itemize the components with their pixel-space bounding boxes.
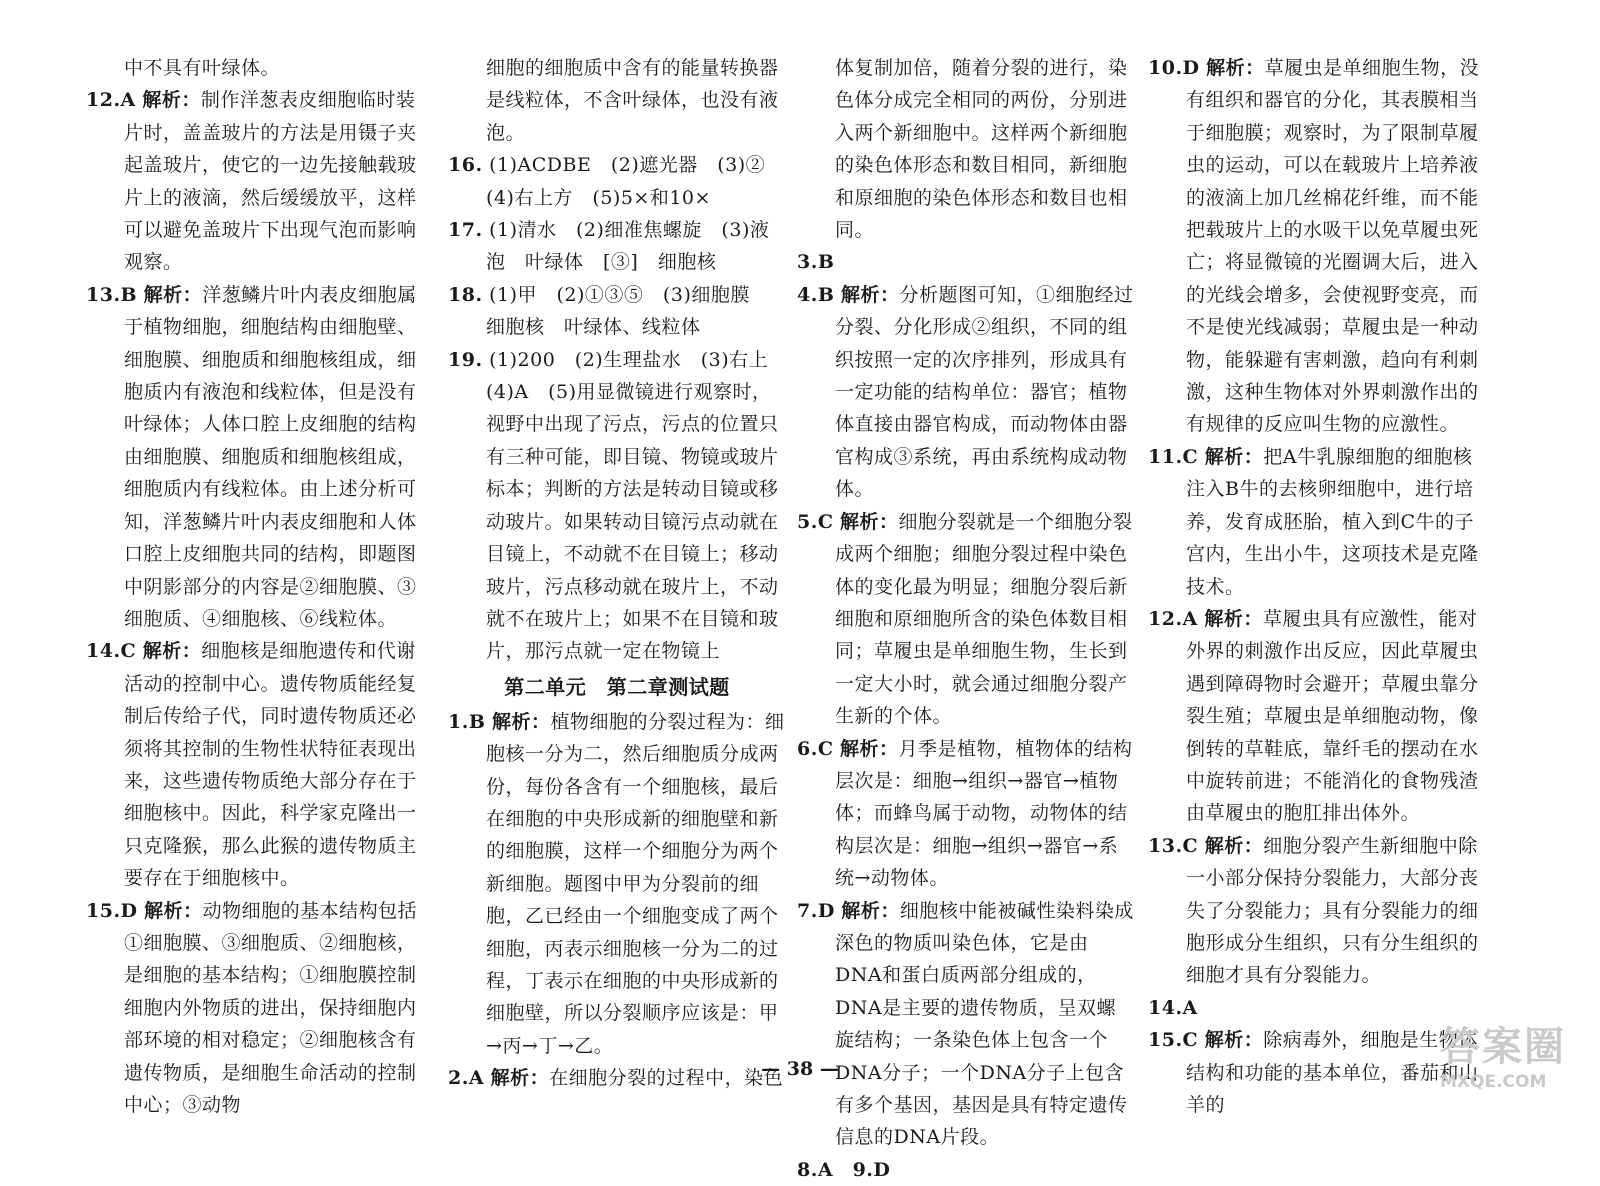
answer-paragraph xyxy=(448,182,786,214)
question-number: 2.A xyxy=(448,1067,485,1090)
answer-text: (1)ACDBE (2)遮光器 (3)② xyxy=(489,154,766,177)
answer-text: 植物细胞的分裂过程为：细胞核一分为二，然后细胞质分成两份，每份各含有一个细胞核，最后在细胞的中央形成新的细胞壁和新的细胞膜，这样一个细胞分为两个新细胞。题图中甲为分裂前的细胞，乙已经由一个细胞变成了两个细胞，丙表示细胞核一分为二的过程，丁表示在细胞的中央形成新的细胞壁，所以分裂顺序应该是：甲→丙→丁→乙。 xyxy=(486,710,785,1057)
answer-paragraph xyxy=(86,84,424,278)
answer-text: 把A牛乳腺细胞的细胞核注入B牛的去核卵细胞中，进行培养，发育成胚胎，植入到C牛的子宫内，生出小牛，这项技术是克隆技术。 xyxy=(1186,445,1479,598)
answer-text: (1)200 (2)生理盐水 (3)右上 xyxy=(489,348,769,371)
question-number: 15.D xyxy=(86,899,138,922)
question-number: 12.A xyxy=(1148,607,1198,630)
analysis-label: 解析： xyxy=(1204,834,1264,857)
answer-text: 在细胞分裂的过程中，染色 xyxy=(549,1067,784,1090)
answer-paragraph xyxy=(86,635,424,894)
answer-paragraph xyxy=(797,52,1135,246)
answer-paragraph xyxy=(1148,830,1486,992)
question-number: 13.C xyxy=(1148,834,1199,857)
answer-text: 中不具有叶绿体。 xyxy=(124,57,281,79)
answer-text: 细胞核 叶绿体、线粒体 xyxy=(486,316,701,339)
answer-paragraph xyxy=(448,279,786,311)
watermark-logo xyxy=(1440,1015,1590,1095)
answer-text: 细胞核是细胞遗传和代谢活动的控制中心。遗传物质能经复制后传给子代，同时遗传物质还必须将其控制的生物性状特征表现出来，这些遗传物质绝大部分存在于细胞核中。因此，科学家克隆出一只克隆猴，那么此猴的遗传物质主要存在于细胞核中。 xyxy=(124,640,417,890)
answer-text: 草履虫是单细胞生物，没有组织和器官的分化，其表膜相当于细胞膜；观察时，为了限制草履虫的运动，可以在载玻片上培养液的液滴上加几丝棉花纤维，而不能把载玻片上的水吸干以免草履虫死亡；将显微镜的光圈调大后，进入的光线会增多，会使视野变亮，而不是使光线减弱；草履虫是一种动物，能躲避有害刺激，趋向有利刺激，这种生物体对外界刺激作出的有规律的反应叫生物的应激性。 xyxy=(1186,57,1480,436)
answer-paragraph xyxy=(86,895,424,1122)
answer-text: (4)右上方 (5)5×和10× xyxy=(486,186,711,209)
answer-text: 除病毒外，细胞是生物体结构和功能的基本单位，番茄和山羊的 xyxy=(1186,1029,1479,1116)
column-3 xyxy=(797,52,1135,1186)
analysis-label: 解析： xyxy=(1206,57,1265,79)
watermark-logo-glyphs: 答案圈 xyxy=(1440,1024,1566,1070)
answer-text: (4)A (5)用显微镜进行观察时，视野中出现了污点，污点的位置只有三种可能，即目镜、物镜或玻片标本；判断的方法是转动目镜或移动玻片。如果转动目镜污点动就在目镜上，不动就不在目镜上；移动玻片，污点移动就在玻片上，不动就不在玻片上；如果不在目镜和玻片，那污点就一定在物镜上 xyxy=(486,381,779,663)
analysis-label: 解析： xyxy=(490,1067,550,1090)
question-number: 18. xyxy=(448,283,483,306)
analysis-label: 解析： xyxy=(1204,607,1263,630)
question-number: 8.A 9.D xyxy=(797,1158,891,1181)
answer-paragraph xyxy=(448,149,786,181)
answer-text: 洋葱鳞片叶内表皮细胞属于植物细胞，细胞结构由细胞壁、细胞膜、细胞质和细胞核组成，细胞质内有液泡和线粒体，但是没有叶绿体；人体口腔上皮细胞的结构由细胞膜、细胞质和细胞核组成，细胞质内有线粒体。由上述分析可知，洋葱鳞片叶内表皮细胞和人体口腔上皮细胞共同的结构，即题图中阴影部分的内容是②细胞膜、③细胞质、④细胞核、⑥线粒体。 xyxy=(124,283,417,630)
question-number: 3.B xyxy=(797,251,835,274)
column-1 xyxy=(86,52,424,1121)
analysis-label: 解析： xyxy=(1204,1029,1264,1052)
column-4 xyxy=(1148,52,1486,1121)
answer-text: 细胞分裂就是一个细胞分裂成两个细胞；细胞分裂过程中染色体的变化最为明显；细胞分裂后新细胞和原细胞所含的染色体数目相同；草履虫是单细胞生物，生长到一定大小时，就会通过细胞分裂产生新的个体。 xyxy=(835,510,1133,728)
answer-text: 月季是植物，植物体的结构层次是：细胞→组织→器官→植物体；而蜂鸟属于动物，动物体的结构层次是：细胞→组织→器官→系统→动物体。 xyxy=(835,737,1133,890)
answer-text: 细胞分裂产生新细胞中除一小部分保持分裂能力，大部分丧失了分裂能力；具有分裂能力的细胞形成分生组织，只有分生组织的细胞才具有分裂能力。 xyxy=(1186,834,1479,987)
answer-paragraph xyxy=(1148,603,1486,830)
analysis-label: 解析： xyxy=(142,640,202,663)
analysis-label: 解析： xyxy=(840,283,900,306)
answer-text: 细胞核中能被碱性染料染成深色的物质叫染色体，它是由DNA和蛋白质两部分组成的，DNA是主要的遗传物质，呈双螺旋结构；一条染色体上包含一个DNA分子；一个DNA分子上包含有多个基因，基因是具有特定遗传信息的DNA片段。 xyxy=(835,899,1134,1149)
answer-text: 分析题图可知，①细胞经过分裂、分化形成②组织，不同的组织按照一定的次序排列，形成具有一定功能的结构单位：器官；植物体直接由器官构成，而动物体由器官构成③系统，再由系统构成动物体。 xyxy=(835,283,1134,501)
analysis-label: 解析： xyxy=(840,737,899,760)
analysis-label: 解析： xyxy=(840,510,899,533)
question-number: 19. xyxy=(448,348,483,371)
watermark-url: MXQE.COM xyxy=(1440,1072,1547,1092)
analysis-label: 解析： xyxy=(142,89,201,112)
question-number: 12.A xyxy=(86,89,136,112)
answer-paragraph xyxy=(448,52,786,149)
answer-text: 动物细胞的基本结构包括①细胞膜、③细胞质、②细胞核，是细胞的基本结构；①细胞膜控制细胞内外物质的进出，保持细胞内部环境的相对稳定；②细胞核含有遗传物质，是细胞生命活动的控制中心；③动物 xyxy=(124,899,418,1116)
answer-paragraph xyxy=(1148,52,1486,441)
answer-text: 制作洋葱表皮细胞临时装片时，盖盖玻片的方法是用镊子夹起盖玻片，使它的一边先接触载玻片上的液滴，然后缓缓放平，这样可以避免盖玻片下出现气泡而影响观察。 xyxy=(124,89,417,274)
answer-paragraph xyxy=(448,706,786,1062)
page-number: — 38 — xyxy=(761,1058,839,1080)
answer-paragraph xyxy=(448,376,786,668)
answer-text: 第二单元 第二章测试题 xyxy=(504,674,730,699)
question-number: 7.D xyxy=(797,899,835,922)
question-number: 16. xyxy=(448,154,483,177)
question-number: 14.C xyxy=(86,640,137,663)
analysis-label: 解析： xyxy=(143,283,203,306)
question-number: 15.C xyxy=(1148,1029,1199,1052)
answer-text: 草履虫具有应激性，能对外界的刺激作出反应，因此草履虫遇到障碍物时会避开；草履虫靠分裂生殖；草履虫是单细胞动物，像倒转的草鞋底，靠纤毛的摆动在水中旋转前进；不能消化的食物残渣由草履虫的胞肛排出体外。 xyxy=(1186,607,1479,825)
question-number: 17. xyxy=(448,219,483,242)
question-number: 10.D xyxy=(1148,57,1200,79)
answer-text: (1)清水 (2)细准焦螺旋 (3)液泡 叶绿体 [③] 细胞核 xyxy=(486,219,770,274)
answer-paragraph xyxy=(1148,992,1486,1024)
answer-paragraph xyxy=(797,279,1135,506)
answer-paragraph xyxy=(448,311,786,343)
answer-paragraph xyxy=(797,733,1135,895)
question-number: 5.C xyxy=(797,510,834,533)
question-number: 14.A xyxy=(1148,996,1198,1019)
answer-paragraph xyxy=(86,279,424,635)
analysis-label: 解析： xyxy=(841,899,900,922)
analysis-label: 解析： xyxy=(1204,445,1264,468)
answer-paragraph xyxy=(797,1154,1135,1186)
question-number: 11.C xyxy=(1148,445,1199,468)
answer-text: 体复制加倍，随着分裂的进行，染色体分成完全相同的两份，分别进入两个新细胞中。这样两个新细胞的染色体形态和数目相同，新细胞和原细胞的染色体形态和数目也相同。 xyxy=(835,57,1128,242)
answer-paragraph xyxy=(86,52,424,84)
question-number: 13.B xyxy=(86,283,138,306)
answer-paragraph xyxy=(448,214,786,279)
answer-paragraph xyxy=(448,344,786,376)
column-2 xyxy=(448,52,786,1095)
answer-paragraph xyxy=(1148,441,1486,603)
analysis-label: 解析： xyxy=(491,710,551,733)
analysis-label: 解析： xyxy=(144,899,203,922)
answer-paragraph xyxy=(797,246,1135,278)
answer-text: 细胞的细胞质中含有的能量转换器是线粒体，不含叶绿体，也没有液泡。 xyxy=(486,57,779,144)
question-number: 6.C xyxy=(797,737,834,760)
answer-text: (1)甲 (2)①③⑤ (3)细胞膜 xyxy=(489,283,750,306)
section-heading xyxy=(448,670,786,704)
answer-paragraph xyxy=(797,895,1135,1154)
question-number: 1.B xyxy=(448,710,486,733)
answer-paragraph xyxy=(797,506,1135,733)
question-number: 4.B xyxy=(797,283,835,306)
